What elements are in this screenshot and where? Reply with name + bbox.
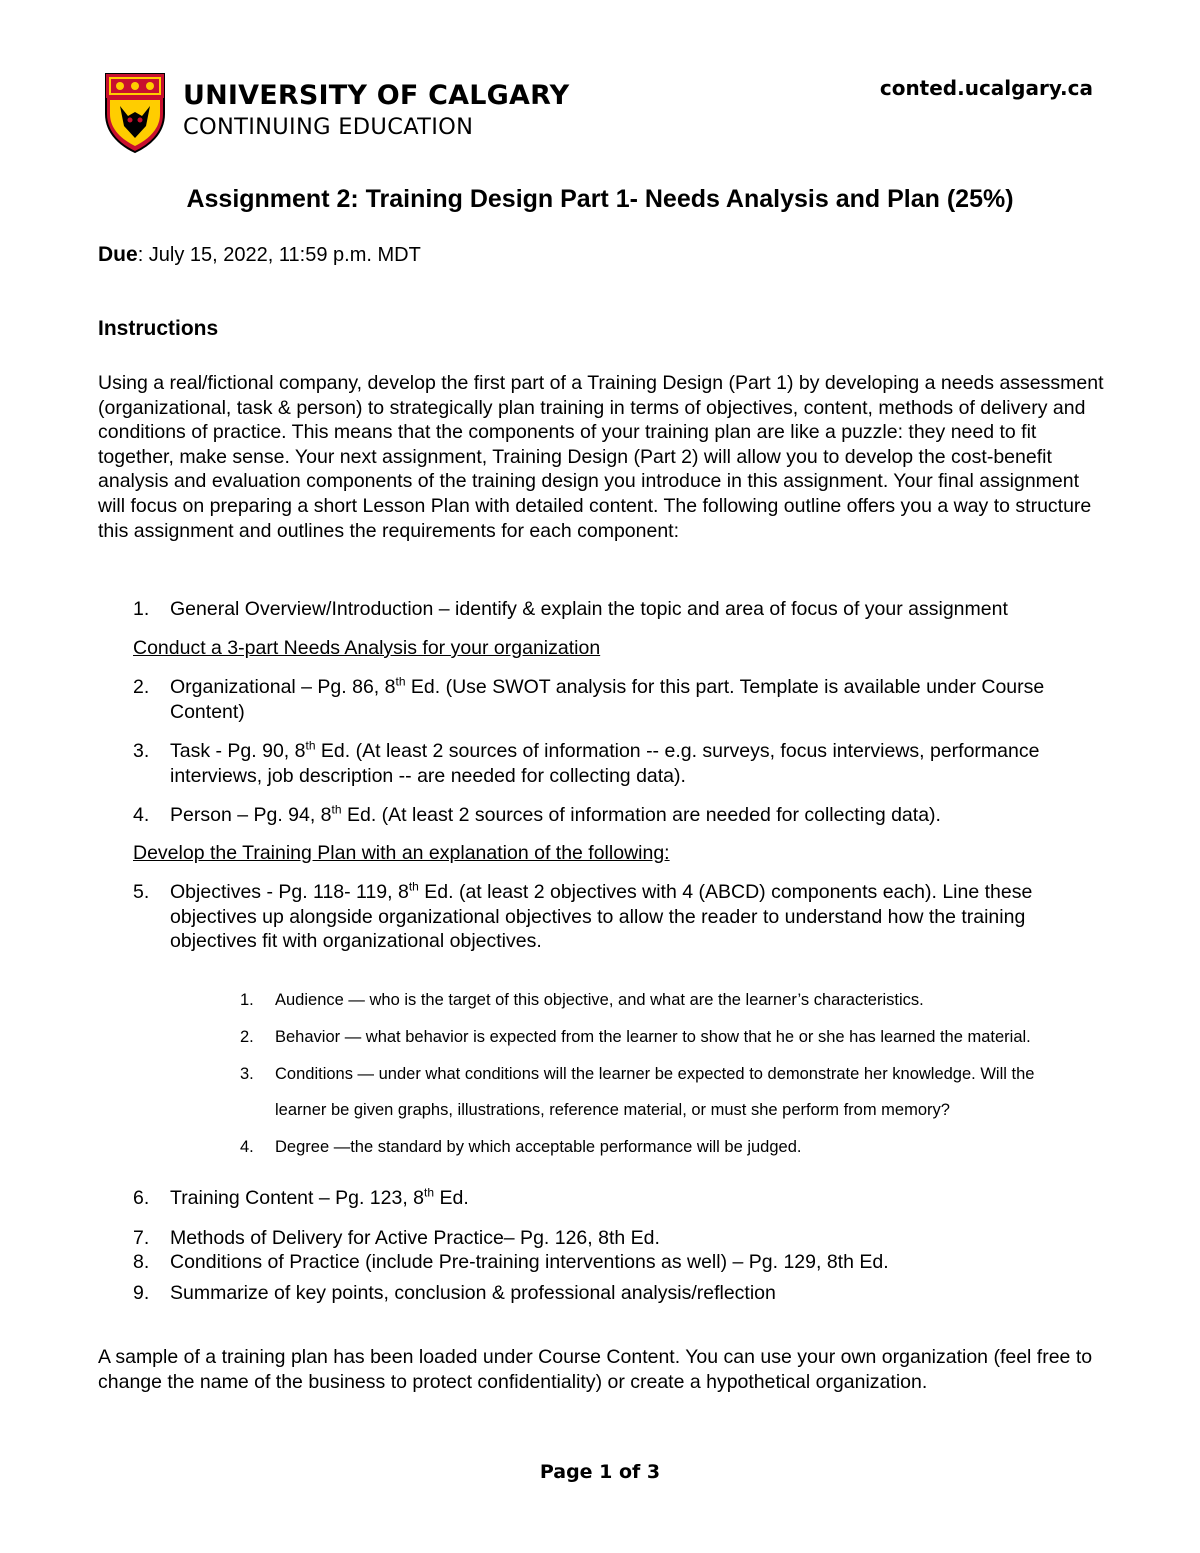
due-value: : July 15, 2022, 11:59 p.m. MDT [137,244,421,266]
list-number: 2. [133,676,150,698]
list-text: Task - Pg. 90, 8th Ed. (At least 2 sources of information -- e.g. surveys, focus interviews, performance interviews, job description -- are needed for collecting data). [170,738,1040,787]
list-text: General Overview/Introduction – identify & explain the topic and area of focus of your assignment [170,598,1008,620]
list-item [133,1186,1108,1211]
logo-university-name: UNIVERSITY OF CALGARY [183,80,570,111]
list-number: 7. [133,1227,150,1249]
website-link[interactable]: conted.ucalgary.ca [879,76,1093,100]
list-item [133,739,1108,788]
list-number: 9. [133,1282,150,1304]
page-number: Page 1 of 3 [539,1461,661,1483]
list-item [133,1250,1108,1275]
sub-list-item: 2. Behavior — what behavior is expected from the learner to show that he or she has learned the material. [240,1028,1031,1046]
due-date [98,243,421,267]
list-item [133,803,1108,828]
due-label: Due [98,243,138,266]
list-number: 3. [133,740,150,762]
sub-list-item: 1. Audience — who is the target of this objective, and what are the learner’s characteristics. [240,991,924,1009]
list-number: 5. [133,881,150,903]
sub-list-item-continued: learner be given graphs, illustrations, reference material, or must she perform from memory? [275,1101,950,1119]
document-title: Assignment 2: Training Design Part 1- Needs Analysis and Plan (25%) [186,185,1014,213]
list-item [133,880,1108,954]
list-text: Methods of Delivery for Active Practice– Pg. 126, 8th Ed. [170,1227,660,1249]
section-heading-needs-analysis: Conduct a 3-part Needs Analysis for your organization [133,637,601,659]
list-text: Summarize of key points, conclusion & professional analysis/reflection [170,1282,776,1304]
list-number: 4. [133,804,150,826]
list-text: Organizational – Pg. 86, 8th Ed. (Use SWOT analysis for this part. Template is available under Course Content) [170,674,1045,723]
instructions-heading: Instructions [98,317,219,340]
list-number: 8. [133,1251,150,1273]
sub-list-item: 3. Conditions — under what conditions will the learner be expected to demonstrate her knowledge. Will the [240,1065,1035,1083]
shield-crest-icon [104,72,166,154]
list-item [133,675,1108,724]
list-number: 1. [133,598,150,620]
list-item [133,597,1108,622]
list-text: Person – Pg. 94, 8th Ed. (At least 2 sources of information are needed for collecting data). [170,802,941,826]
list-item [133,1226,1108,1251]
list-text: Training Content – Pg. 123, 8th Ed. [170,1185,469,1209]
list-text: Objectives - Pg. 118- 119, 8th Ed. (at least 2 objectives with 4 (ABCD) components each). Line these objectives up alongside organizational objectives to allow the reader to understand how the training objectives fit with organizational objectives. [170,879,1033,953]
university-logo [104,72,570,158]
list-item [133,1281,1108,1306]
list-number: 6. [133,1187,150,1209]
section-heading-training-plan: Develop the Training Plan with an explanation of the following: [133,842,670,864]
list-text: Conditions of Practice (include Pre-training interventions as well) – Pg. 129, 8th Ed. [170,1251,889,1273]
logo-department-name: CONTINUING EDUCATION [183,114,474,140]
sub-list-item: 4. Degree —the standard by which acceptable performance will be judged. [240,1138,802,1156]
closing-paragraph: A sample of a training plan has been loaded under Course Content. You can use your own organization (feel free to change the name of the business to protect confidentiality) or create a hypothetical organization. [98,1346,1093,1393]
intro-paragraph: Using a real/fictional company, develop the first part of a Training Design (Part 1) by developing a needs assessment (organizational, task & person) to strategically plan training in terms of objectives, content, methods of delivery and conditions of practice. This means that the components of your training plan are like a puzzle: they need to fit together, make sense. Your next assignment, Training Design (Part 2) will allow you to develop the cost-benefit analysis and evaluation components of the training design you introduce in this assignment. Your final assignment will focus on preparing a short Lesson Plan with detailed content. The following outline offers you a way to structure this assignment and outlines the requirements for each component: [98,372,1104,542]
